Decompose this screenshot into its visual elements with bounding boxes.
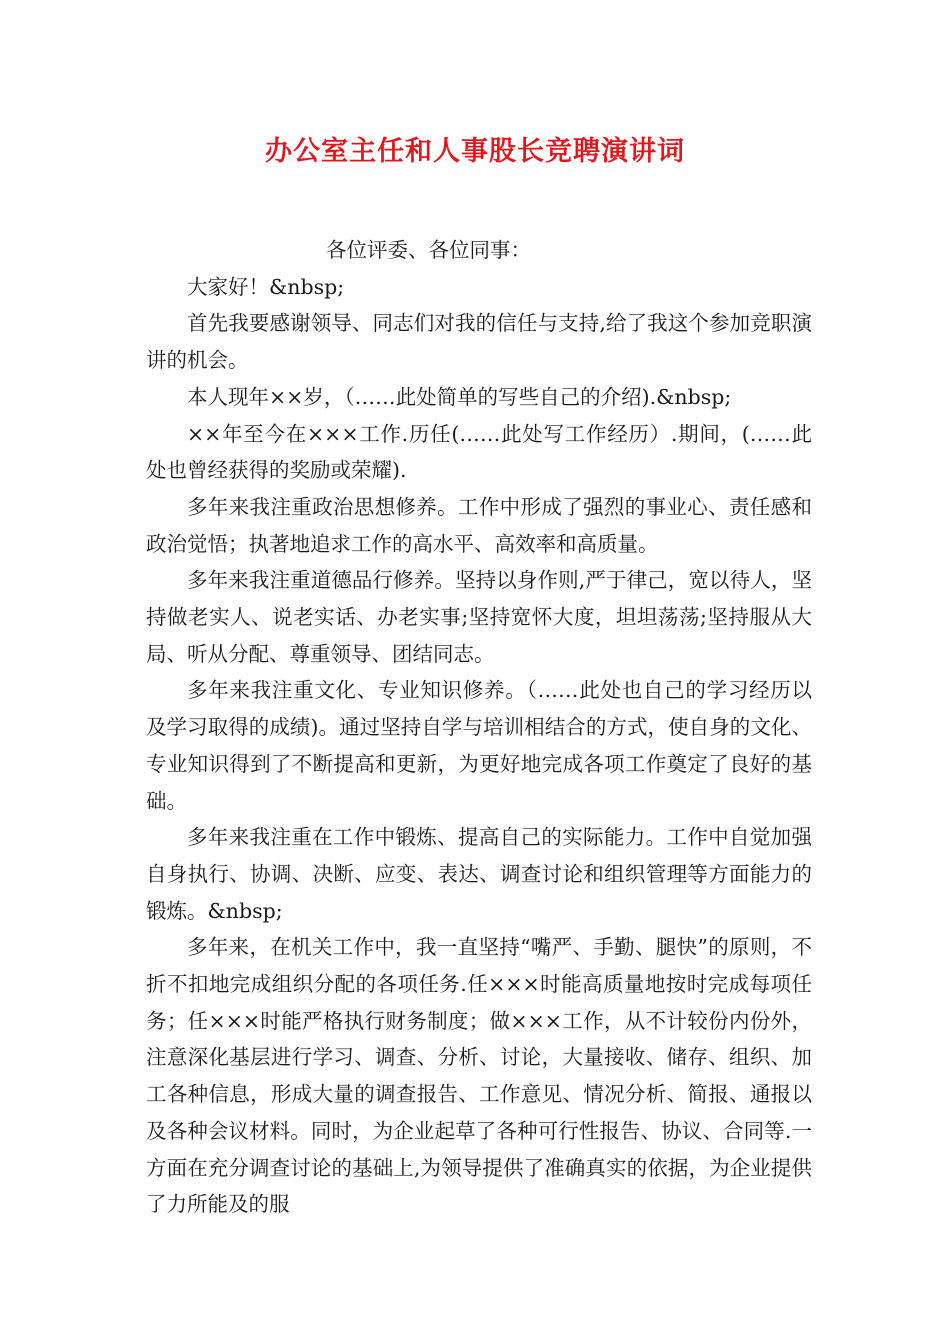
paragraph-ability-training: 多年来我注重在工作中锻炼、提高自己的实际能力。工作中自觉加强自身执行、协调、决断、应变、表达、调查讨论和组织管理等方面能力的锻炼。&nbsp; xyxy=(146,825,812,923)
paragraph-thanks: 首先我要感谢领导、同志们对我的信任与支持,给了我这个参加竞职演讲的机会。 xyxy=(146,311,812,373)
paragraph-work-record: 多年来，在机关工作中，我一直坚持“嘴严、手勤、腿快”的原则，不折不扣地完成组织分配的各项任务.任×××时能高质量地按时完成每项任务；任×××时能严格执行财务制度；做×××工作，从不计较份内份外，注意深化基层进行学习、调查、分析、讨论，大量接收、储存、组织、加工各种信息，形成大量的调查报告、工作意见、情况分析、简报、通报以及各种会议材料。同时，为企业起草了各种可行性报告、协议、合同等.一方面在充分调查讨论的基础上,为领导提供了准确真实的依据，为企业提供了力所能及的服 xyxy=(146,935,812,1217)
paragraph-political-cultivation: 多年来我注重政治思想修养。工作中形成了强烈的事业心、责任感和政治觉悟；执著地追求工作的高水平、高效率和高质量。 xyxy=(146,494,812,556)
document-title: 办公室主任和人事股长竞聘演讲词 xyxy=(265,136,685,167)
paragraph-moral-cultivation: 多年来我注重道德品行修养。坚持以身作则,严于律己，宽以待人，坚持做老实人、说老实话、办老实事;坚持宽怀大度，坦坦荡荡;坚持服从大局、听从分配、尊重领导、团结同志。 xyxy=(146,568,812,666)
paragraph-knowledge-cultivation: 多年来我注重文化、专业知识修养。（……此处也自己的学习经历以及学习取得的成绩)。通过坚持自学与培训相结合的方式，使自身的文化、专业知识得到了不断提高和更新，为更好地完成各项工作奠定了良好的基础。 xyxy=(146,678,812,813)
document-body xyxy=(146,232,812,1223)
paragraph-work-history: ××年至今在×××工作.历任(……此处写工作经历）.期间，(……此处也曾经获得的奖励或荣耀). xyxy=(146,421,812,483)
paragraph-greeting: 大家好！&nbsp; xyxy=(187,274,345,299)
salutation: 各位评委、各位同事： xyxy=(326,238,531,262)
paragraph-introduction: 本人现年××岁，（……此处简单的写些自己的介绍).&nbsp; xyxy=(187,384,732,409)
